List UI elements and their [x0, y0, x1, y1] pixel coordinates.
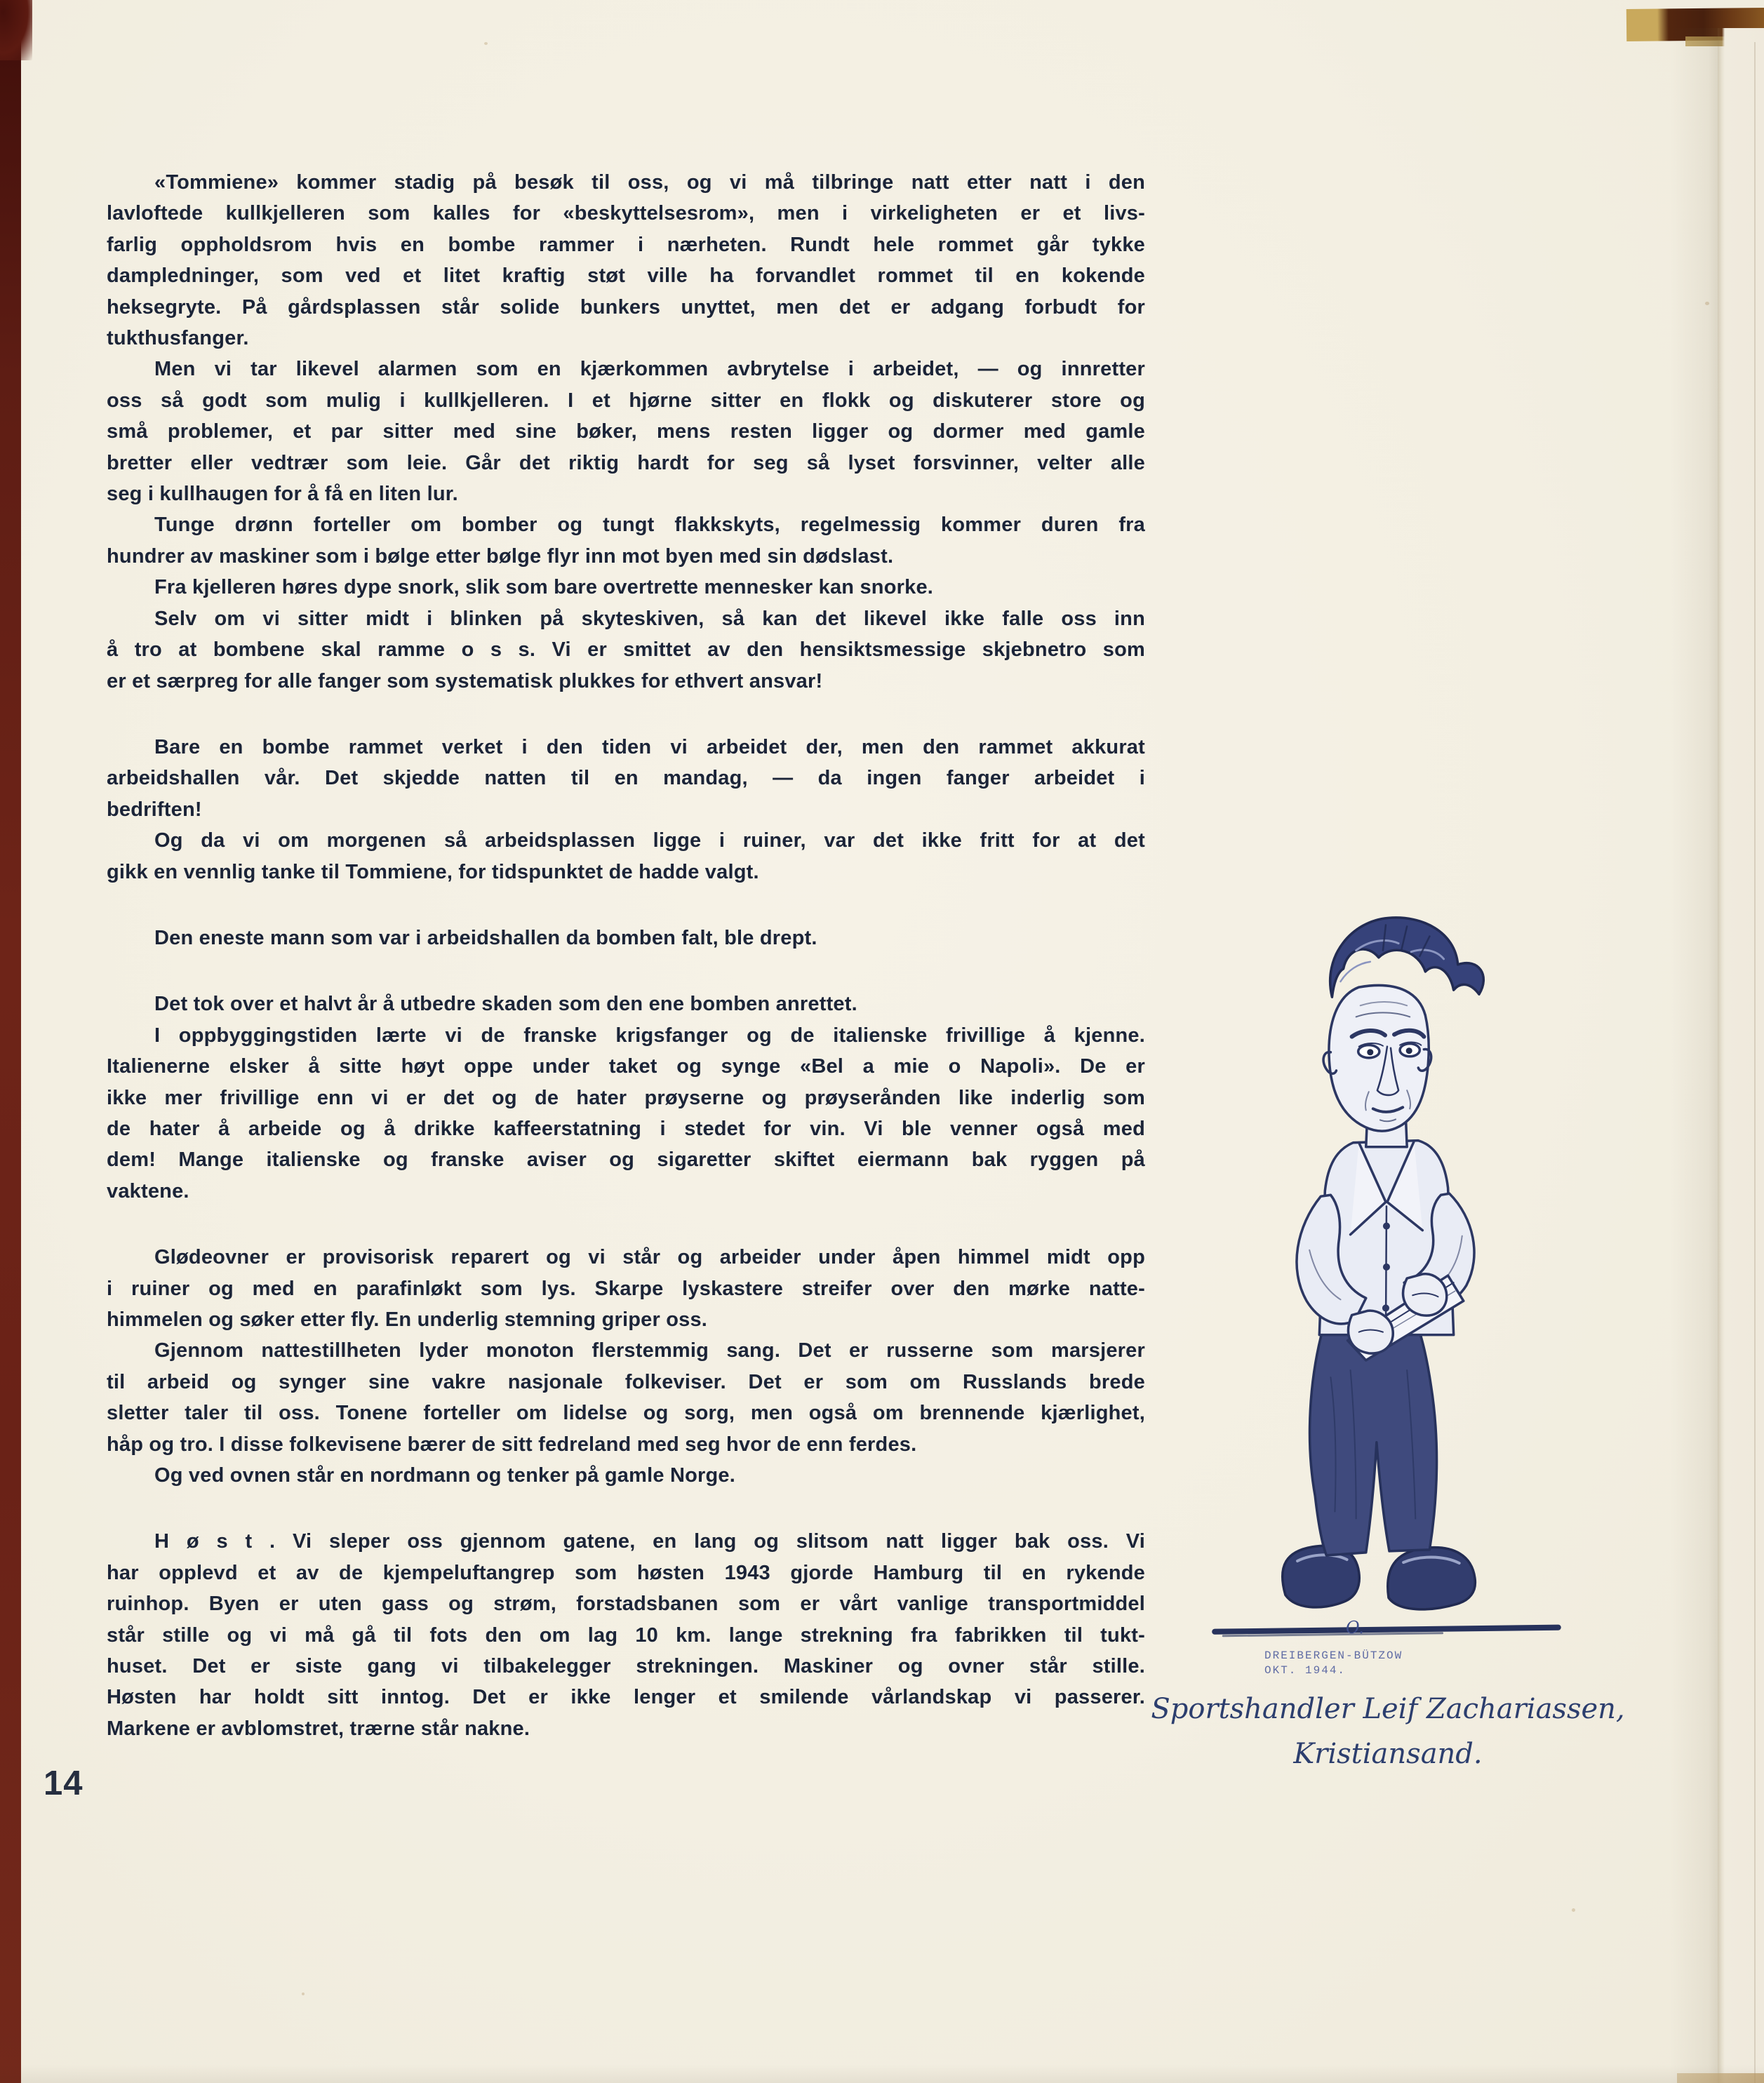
text-line: Det tok over et halvt år å utbedre skaden som den ene bomben anrettet. — [154, 993, 857, 1016]
text-line: har opplevd et av de kjempeluftangrep som høsten 1943 gjorde Hamburg til en rykende — [107, 1561, 1145, 1584]
text-line: Og da vi om morgenen så arbeidsplassen ligge i ruiner, var det ikke fritt for at det — [154, 829, 1145, 852]
paragraph — [107, 989, 1145, 1019]
text-line: Glødeovner er provisorisk reparert og vi står og arbeider under åpen himmel midt opp — [154, 1246, 1145, 1269]
artist-signature — [1264, 1649, 1517, 1678]
artist-monogram: O. — [1346, 1618, 1364, 1637]
foxing-speck — [484, 42, 488, 45]
text-line: hundrer av maskiner som i bølge etter bølge flyr inn mot byen med sin dødslast. — [107, 544, 894, 568]
text-line: ikke mer frivillige enn vi er det og de hater prøyserne og prøyserånden like inderlig som — [107, 1086, 1145, 1109]
caption-line-1: Sportshandler Leif Zachariassen, — [1151, 1693, 1625, 1725]
right-hand — [1403, 1274, 1447, 1315]
text-line: himmelen og søker etter fly. En underlig stemning griper oss. — [107, 1308, 708, 1331]
paragraph — [107, 825, 1145, 888]
paragraph — [107, 354, 1145, 509]
paragraph — [107, 167, 1145, 354]
text-line: oss så godt som mulig i kullkjelleren. I et hjørne sitter en flokk og diskuterer store og — [107, 389, 1145, 412]
paragraph — [107, 1335, 1145, 1460]
text-line: Markene er avblomstret, trærne står nakne. — [107, 1717, 530, 1740]
paragraph — [107, 572, 1145, 603]
text-line: Men vi tar likevel alarmen som en kjærkommen avbrytelse i arbeidet, — og innretter — [154, 358, 1145, 381]
face — [1329, 985, 1429, 1131]
text-line: bedriften! — [107, 798, 202, 821]
text-line: Selv om vi sitter midt i blinken på skyteskiven, så kan det likevel ikke falle oss inn — [154, 607, 1145, 630]
illustration-figure — [1173, 883, 1605, 1660]
text-line: Tunge drønn forteller om bomber og tungt flakkskyts, regelmessig kommer duren fra — [154, 514, 1145, 537]
signature-date: OKT. 1944. — [1264, 1664, 1347, 1677]
text-line: dampledninger, som ved et litet kraftig støt ville ha forvandlet rommet til en kokende — [107, 264, 1145, 288]
text-line: håp og tro. I disse folkevisene bærer de sitt fedreland med seg hvor de enn ferdes. — [107, 1433, 917, 1456]
text-column — [107, 167, 1145, 1744]
left-hand — [1349, 1311, 1394, 1353]
text-line: å tro at bombene skal ramme o s s. Vi er smittet av den hensiktsmessige skjebnetro som — [107, 638, 1145, 662]
page-curve-shadow — [1670, 28, 1718, 2083]
text-line: lavloftede kullkjelleren som kalles for «beskyttelsesrom», men i virkeligheten er et livs- — [107, 202, 1145, 225]
caption-line-2: Kristiansand. — [1293, 1738, 1483, 1770]
text-line: sletter taler til oss. Tonene forteller om lidelse og sorg, men også om brennende kjærlighet, — [107, 1402, 1145, 1425]
foxing-speck — [1705, 302, 1709, 305]
spine-edge-strip — [0, 0, 21, 2083]
paragraph — [107, 509, 1145, 572]
page-number: 14 — [44, 1764, 83, 1802]
text-line: er et særpreg for alle fanger som systematisk plukkes for ethvert ansvar! — [107, 669, 823, 692]
caricature-illustration — [1173, 883, 1605, 1660]
text-line: vaktene. — [107, 1179, 189, 1203]
text-line: farlig oppholdsrom hvis en bombe rammer i nærheten. Rundt hele rommet går tykke — [107, 233, 1145, 256]
text-line: «Tommiene» kommer stadig på besøk til oss, og vi må tilbringe natt etter natt i den — [154, 171, 1145, 194]
text-line: til arbeid og synger sine vakre nasjonale folkeviser. Det er som om Russlands brede — [107, 1370, 1145, 1393]
foxing-speck — [1572, 1908, 1575, 1912]
foxing-speck — [302, 1992, 305, 1995]
text-line: Den eneste mann som var i arbeidshallen da bomben falt, ble drept. — [154, 926, 817, 949]
text-line: i ruiner og med en parafinløkt som lys. Skarpe lyskastere streifer over den mørke natte- — [107, 1277, 1145, 1300]
text-line: gikk en vennlig tanke til Tommiene, for tidspunktet de hadde valgt. — [107, 860, 759, 883]
trousers — [1310, 1327, 1437, 1555]
paragraph — [107, 1460, 1145, 1491]
text-line: bretter eller vedtrær som leie. Går det riktig hardt for seg så lyset forsvinner, velter alle — [107, 451, 1145, 474]
ground-line — [1215, 1628, 1558, 1632]
illustration-caption — [1142, 1687, 1633, 1776]
paragraph — [107, 1020, 1145, 1207]
text-line: seg i kullhaugen for å få en liten lur. — [107, 483, 458, 506]
text-line: Og ved ovnen står en nordmann og tenker på gamle Norge. — [154, 1464, 735, 1487]
text-line: ruinhop. Byen er uten gass og strøm, forstadsbanen som er vårt vanlige transportmiddel — [107, 1593, 1145, 1616]
text-line: Høsten har holdt sitt inntog. Det er ikke lenger et smilende vårlandskap vi passerer. — [107, 1686, 1145, 1709]
text-line: arbeidshallen vår. Det skjedde natten til en mandag, — da ingen fanger arbeidet i — [107, 767, 1145, 790]
paragraph — [107, 1526, 1145, 1744]
text-line: H ø s t . Vi sleper oss gjennom gatene, en lang og slitsom natt ligger bak oss. Vi — [154, 1530, 1145, 1553]
text-line: huset. Det er siste gang vi tilbakelegger strekningen. Maskiner og ovner står stille. — [107, 1655, 1145, 1678]
text-line: Italienerne elsker å sitte høyt oppe under taket og synge «Bel a mie o Napoli». De er — [107, 1055, 1145, 1078]
paragraph — [107, 603, 1145, 697]
text-line: små problemer, et par sitter med sine bøker, mens resten ligger og dormer med gamle — [107, 420, 1145, 443]
text-line: Fra kjelleren høres dype snork, slik som bare overtrette mennesker kan snorke. — [154, 576, 934, 599]
page-edge-right — [1718, 28, 1764, 2083]
text-line: heksegryte. På gårdsplassen står solide bunkers unyttet, men det er adgang forbudt for — [107, 295, 1145, 319]
paragraph — [107, 923, 1145, 953]
text-line: tukthusfanger. — [107, 327, 249, 350]
page-edge-right-line — [1754, 42, 1756, 2083]
text-line: Bare en bombe rammet verket i den tiden vi arbeidet der, men den rammet akkurat — [154, 735, 1145, 758]
bottom-shadow — [0, 2065, 1764, 2083]
text-line: Gjennom nattestillheten lyder monoton flerstemmig sang. Det er russerne som marsjerer — [154, 1339, 1145, 1362]
text-line: dem! Mange italienske og franske aviser og sigaretter skiftet eiermann bak ryggen på — [107, 1148, 1145, 1172]
paragraph — [107, 1242, 1145, 1335]
spine-corner-blotch — [0, 0, 32, 60]
signature-place: DREIBERGEN-BÜTZOW — [1264, 1649, 1403, 1662]
text-line: de hater å arbeide og å drikke kaffeerstatning i stedet for vin. Vi ble venner også med — [107, 1117, 1145, 1140]
text-line: står stille og vi må gå til fots den om lag 10 km. lange strekning fra fabrikken til tukt- — [107, 1623, 1145, 1647]
text-line: I oppbyggingstiden lærte vi de franske krigsfanger og de italienske frivillige å kjenne. — [154, 1024, 1145, 1047]
paragraph — [107, 732, 1145, 825]
